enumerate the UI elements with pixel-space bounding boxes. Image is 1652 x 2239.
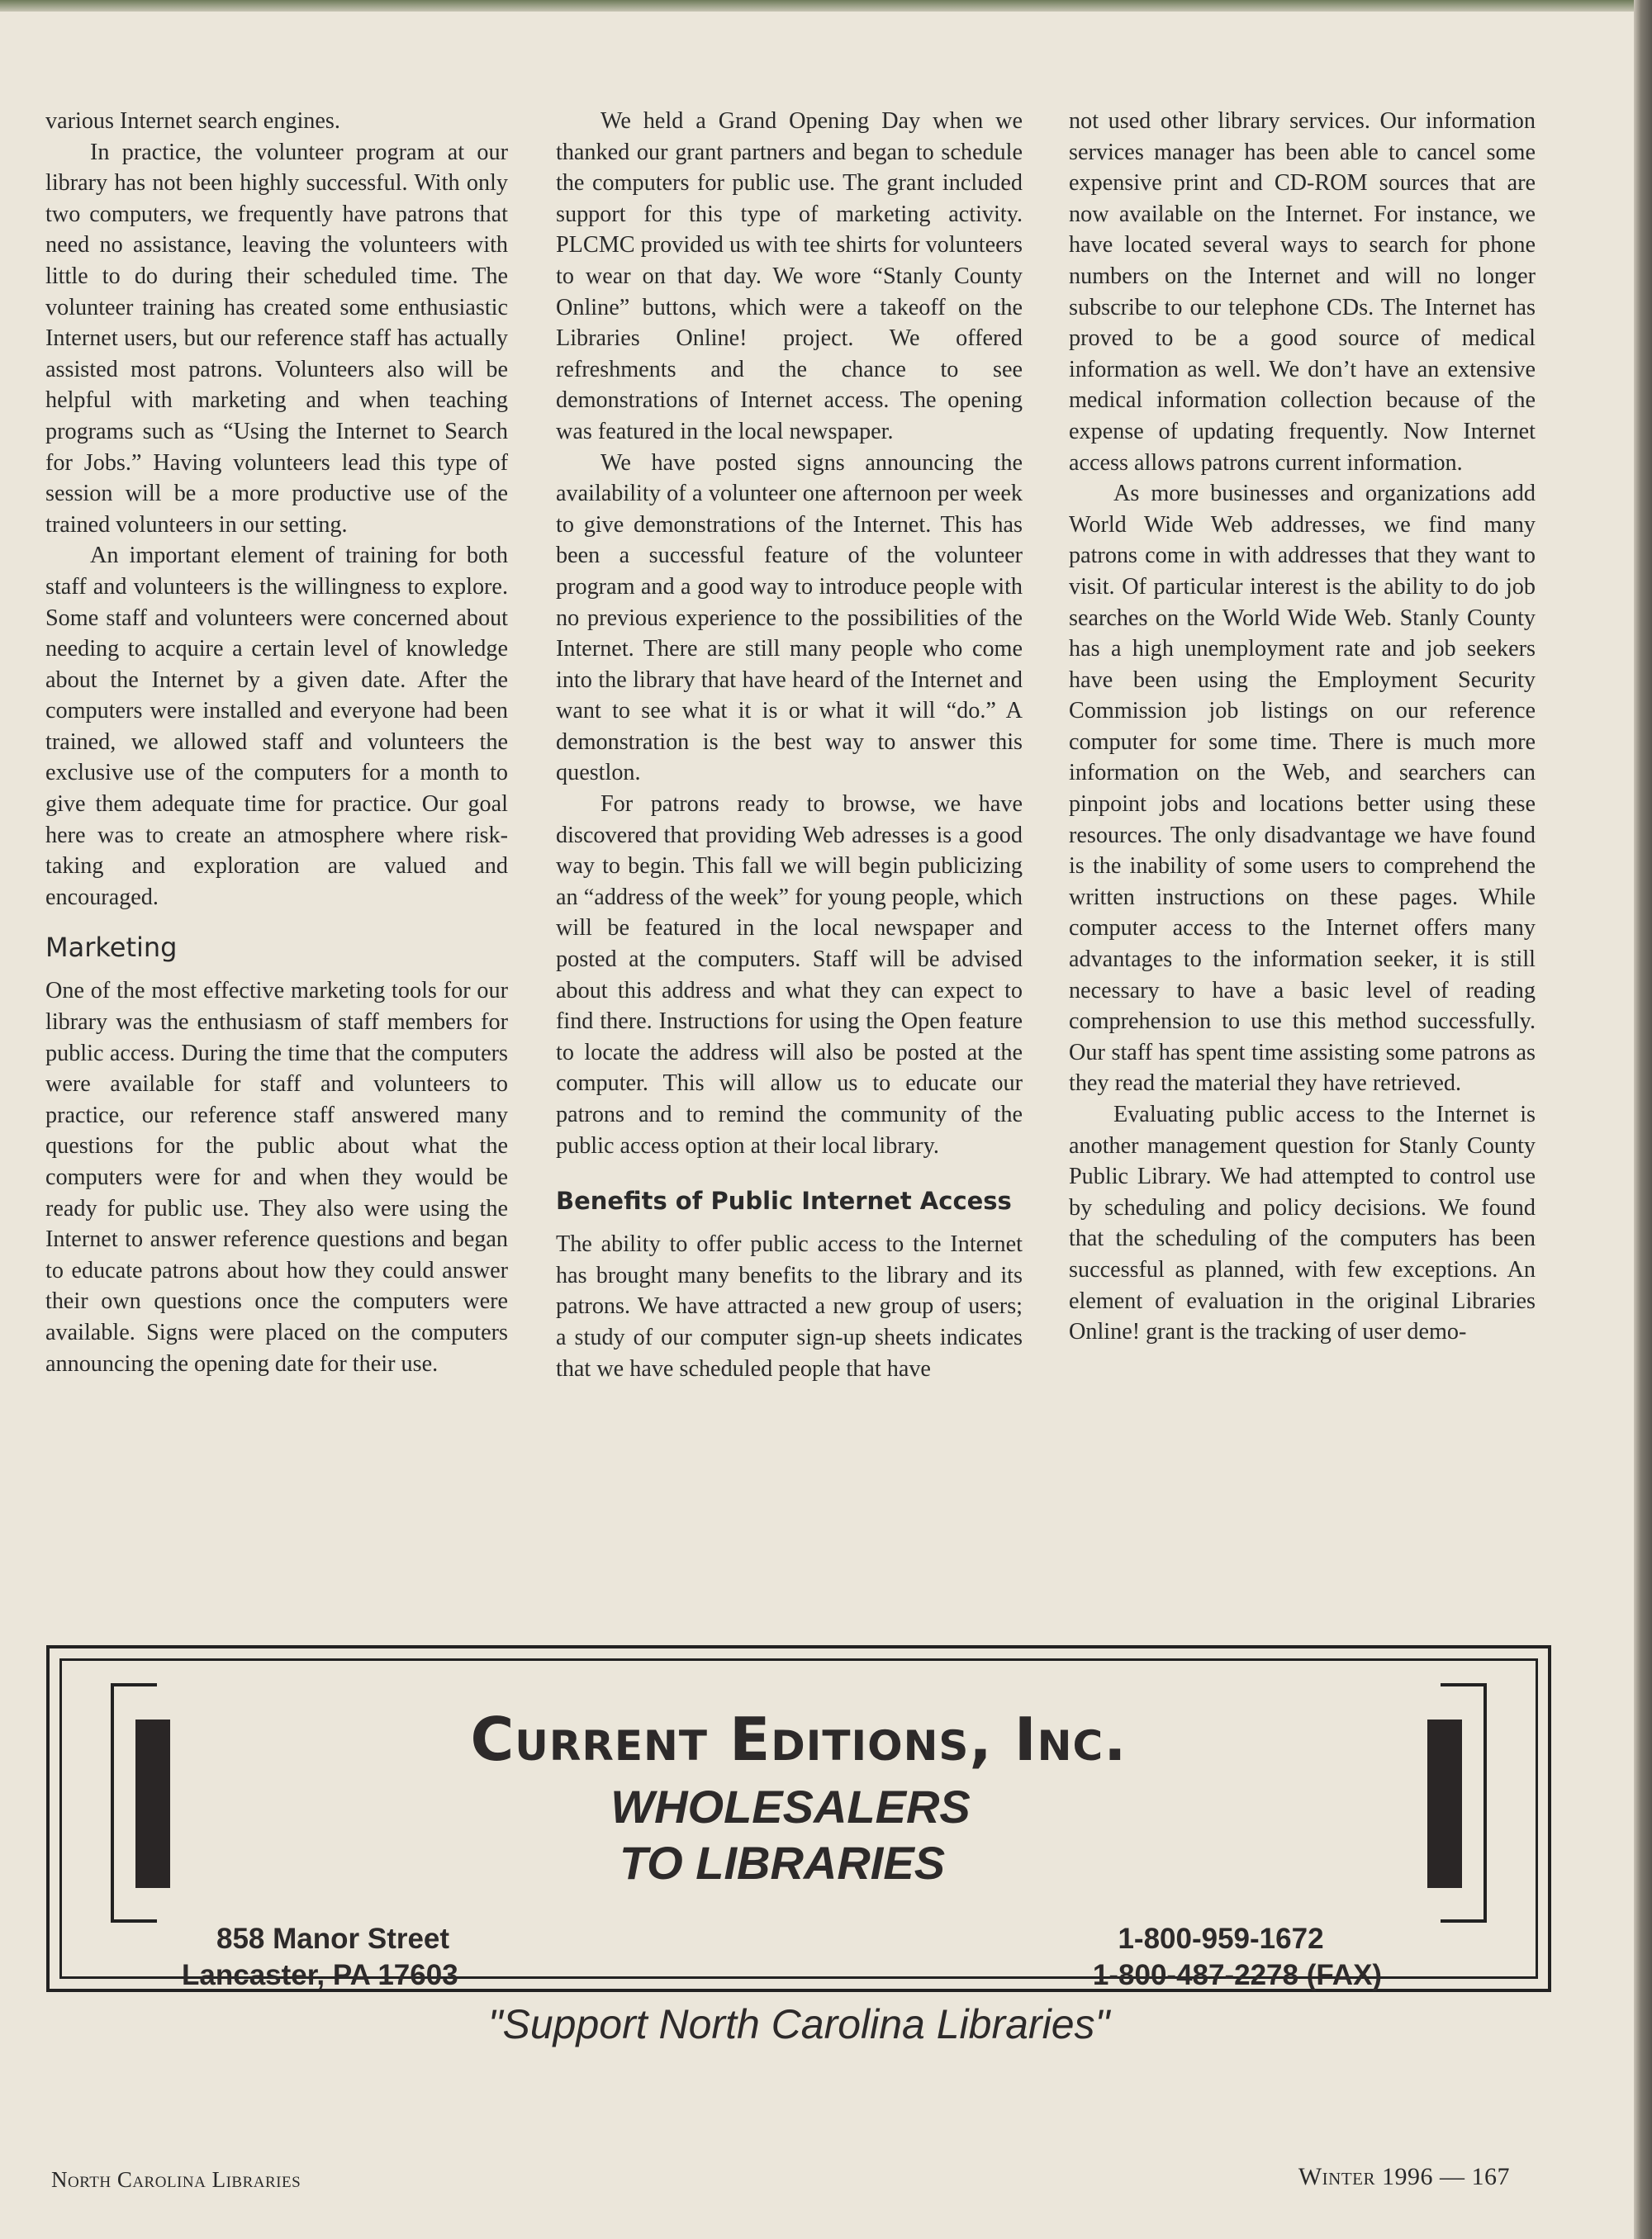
ad-phone: 1-800-959-1672	[1118, 1923, 1324, 1955]
paragraph: Evaluating public access to the Internet is another management question for Stanly County Public Library. We had attempted to control use by scheduling and policy decisions. We found that the scheduling of the computers has been successful as planned, with few exceptions. An element of evaluation in the original Libraries Online! grant is the tracking of user demo-	[1069, 1102, 1536, 1345]
column-2	[556, 106, 1023, 1384]
section-heading-benefits: Benefits of Public Internet Access	[556, 1187, 1012, 1216]
paragraph: As more businesses and organizations add World Wide Web addresses, we find many patrons come in with addresses that they want to visit. Of particular interest is the ability to do job searches on the World Wide Web. Stanly County has a high unemployment rate and job seekers have been using the Employment Security Commission job listings on our reference computer for some time. There is much more information on the Web, and searchers can pinpoint jobs and locations better using these resources. The only disadvantage we have found is the inability of some users to comprehend the written instructions on these pages. While computer access to the Internet offers many advantages to the information seeker, it is still necessary to have a basic level of reading comprehension to use this method successfully. Our staff has spent time assisting some patrons as they read the material they have retrieved.	[1069, 481, 1536, 1097]
paragraph: not used other library services. Our information services manager has been able to cancel some expensive print and CD-ROM sources that are now available on the Internet. For instance, we have located several ways to search for phone numbers on the Internet and will no longer subscribe to our telephone CDs. The Internet has proved to be a good source of medical information as well. We don’t have an extensive medical information collection because of the expense of updating frequently. Now Internet access allows patrons current information.	[1069, 108, 1536, 476]
ad-company-name: Current Editions, Inc.	[470, 1705, 1127, 1774]
ad-phone-block	[1064, 1921, 1411, 1994]
page-top-strip	[0, 0, 1634, 12]
ad-address	[182, 1921, 529, 1994]
paragraph: One of the most effective marketing tools for our library was the enthusiasm of staff members for public access. During the time that the computers were available for staff and volunteers to practice, our reference staff answered many questions for the public about what the computers were for and when they would be ready for public use. They also were using the Internet to answer reference questions and began to educate patrons about how they could answer their own questions once the computers were available. Signs were placed on the computers announcing the opening date for their use.	[45, 978, 508, 1377]
ad-tagline-2: TO LIBRARIES	[619, 1837, 946, 1889]
ad-fax: 1-800-487-2278 (FAX)	[1092, 1959, 1383, 1991]
paragraph: For patrons ready to browse, we have discovered that providing Web adresses is a good way to begin. This fall we will begin publicizing an “address of the week” for young people, which will be featured in the local newspaper and posted at the computers. Staff will be advised about this address and what they can expect to find there. Instructions for using the Open feature to locate the address will also be posted at the computer. This will allow us to educate our patrons and to remind the community of the public access option at their local library.	[556, 791, 1023, 1159]
column-1	[45, 106, 508, 1379]
paragraph: The ability to offer public access to the Internet has brought many benefits to the library and its patrons. We have attracted a new group of users; a study of our computer sign-up sheets indicates that we have scheduled people that have	[556, 1231, 1023, 1382]
footer-year-page: 1996 — 167	[1382, 2163, 1510, 2190]
paragraph: An important element of training for both staff and volunteers is the willingness to explore. Some staff and volunteers were concerned about needing to acquire a certain level of knowledge about the Internet by a given date. After the computers were installed and everyone had been trained, we allowed staff and volunteers the exclusive use of the computers for a month to give them adequate time for practice. Our goal here was to create an atmosphere where risk-taking and exploration are valued and encouraged.	[45, 543, 508, 910]
paragraph: In practice, the volunteer program at our library has not been highly successful. With only two computers, we frequently have patrons that need no assistance, leaving the volunteers with little to do during their scheduled time. The volunteer training has created some enthusiastic Internet users, but our reference staff has actually assisted most patrons. Volunteers also will be helpful with marketing and when teaching programs such as “Using the Internet to Search for Jobs.” Having volunteers lead this type of session will be a more productive use of the trained volunteers in our setting.	[45, 139, 508, 538]
column-3	[1069, 106, 1536, 1348]
paragraph: various Internet search engines.	[45, 108, 340, 134]
section-heading-marketing: Marketing	[45, 932, 178, 964]
footer-journal-name: North Carolina Libraries	[51, 2167, 301, 2192]
paragraph: We have posted signs announcing the availability of a volunteer one afternoon per week to give demonstrations of the Internet. This has been a successful feature of the volunteer program and a good way to introduce people with no previous experience to the possibilities of the Internet. There are still many people who come into the library that have heard of the Internet and want to see what it is or what it will “do.” A demonstration is the best way to answer this questlon.	[556, 449, 1023, 786]
footer-issue	[1298, 2163, 1510, 2191]
advertisement	[46, 1645, 1551, 2047]
footer-season: Winter	[1298, 2163, 1375, 2190]
ad-address-city: Lancaster, PA 17603	[182, 1959, 458, 1991]
paragraph: We held a Grand Opening Day when we thanked our grant partners and began to schedule the computers for public use. The grant included support for this type of marketing activity. PLCMC provided us with tee shirts for volunteers to wear on that day. We wore “Stanly County Online” buttons, which were a takeoff on the Libraries Online! project. We offered refreshments and the chance to see demonstrations of Internet access. The opening was featured in the local newspaper.	[556, 108, 1023, 444]
page-edge	[1634, 0, 1652, 2239]
ad-address-street: 858 Manor Street	[216, 1923, 450, 1955]
ad-slogan: "Support North Carolina Libraries"	[487, 2001, 1110, 2047]
ad-tagline-1: WHOLESALERS	[610, 1781, 971, 1833]
